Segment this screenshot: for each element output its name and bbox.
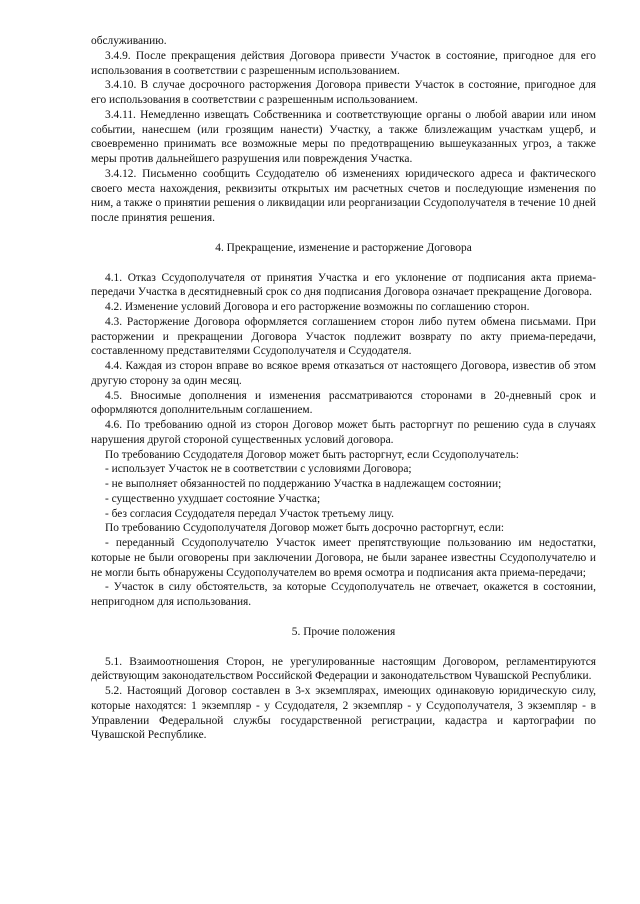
- list-item: - без согласия Ссудодателя передал Участок третьему лицу.: [105, 507, 394, 520]
- clause-3-4-10: 3.4.10. В случае досрочного расторжения Договора привести Участок в состояние, пригодное для его использования в соответствии с разрешенным использованием.: [91, 79, 596, 106]
- clause-4-4: 4.4. Каждая из сторон вправе во всякое время отказаться от настоящего Договора, известив об этом другую сторону за один месяц.: [91, 360, 596, 387]
- clause-4-2: 4.2. Изменение условий Договора и его расторжение возможны по соглашению сторон.: [105, 301, 530, 313]
- list-item: - Участок в силу обстоятельств, за которые Ссудополучатель не отвечает, окажется в состоянии, непригодном для использования.: [91, 581, 596, 608]
- section-heading-5: 5. Прочие положения: [291, 625, 396, 638]
- list-item: - использует Участок не в соответствии с условиями Договора;: [105, 463, 412, 476]
- clause-3-4-12: 3.4.12. Письменно сообщить Ссудодателю об изменениях юридического адреса и фактического своего места нахождения, реквизиты открытых им расчетных счетов и последующие изменения по ним, а также о принятии решения о ликвидации или реорганизации Ссудополучателя в течение 10 дней после принятия решения.: [91, 167, 596, 224]
- borrower-termination-intro: По требованию Ссудополучателя Договор может быть досрочно расторгнут, если:: [105, 522, 505, 535]
- list-item: - существенно ухудшает состояние Участка;: [105, 492, 321, 505]
- clause-4-3: 4.3. Расторжение Договора оформляется соглашением сторон либо путем обмена письмами. При расторжении и прекращении Договора Участок подлежит возврату по акту приема-передачи, составленному представителями Ссудополучателя и Ссудодателя.: [91, 315, 596, 358]
- lender-termination-intro: По требованию Ссудодателя Договор может быть расторгнут, если Ссудополучатель:: [105, 448, 519, 461]
- list-item: - переданный Ссудополучателю Участок имеет препятствующие пользованию им недостатки, которые не были оговорены при заключении Договора, не были заранее известны Ссудополучателю и не могли быть обнаружены Ссудополучателем во время осмотра и подписания акта приема-передачи;: [91, 537, 596, 579]
- paragraph-continuation: обслуживанию.: [91, 35, 167, 47]
- clause-4-1: 4.1. Отказ Ссудополучателя от принятия Участка и его уклонение от подписания акта приема-передачи Участка в десятидневный срок со дня подписания Договора означает прекращение Договора.: [91, 271, 596, 299]
- clause-3-4-11: 3.4.11. Немедленно извещать Собственника и соответствующие органы о любой аварии или ином событии, нанесшем (или грозящим нанести) Участку, а также близлежащим участкам ущерб, и своевременно принимать все возможные меры по предотвращению вышеуказанных угроз, а также меры против дальнейшего разрушения или повреждения Участка.: [91, 108, 596, 165]
- clause-3-4-9: 3.4.9. После прекращения действия Договора привести Участок в состояние, пригодное для его использования в соответствии с разрешенным использованием.: [91, 49, 596, 77]
- section-heading-4: 4. Прекращение, изменение и расторжение Договора: [215, 241, 472, 254]
- clause-5-2: 5.2. Настоящий Договор составлен в 3-х экземплярах, имеющих одинаковую юридическую силу, которые находятся: 1 экземпляр - у Ссудодателя, 2 экземпляр - у Ссудополучателя, 3 экземпляр - в Управлении Федеральной службы государственной регистрации, кадастра и картографии по Чувашской Республике.: [91, 685, 596, 742]
- clause-4-6: 4.6. По требованию одной из сторон Договор может быть расторгнут по решению суда в случаях нарушения другой стороной существенных условий договора.: [91, 419, 596, 446]
- clause-4-5: 4.5. Вносимые дополнения и изменения рассматриваются сторонами в 20-дневный срок и оформляются дополнительным соглашением.: [91, 389, 596, 417]
- clause-5-1: 5.1. Взаимоотношения Сторон, не урегулированные настоящим Договором, регламентируются действующим законодательством Российской Федерации и законодательством Чувашской Республики.: [91, 655, 596, 683]
- list-item: - не выполняет обязанностей по поддержанию Участка в надлежащем состоянии;: [105, 478, 502, 490]
